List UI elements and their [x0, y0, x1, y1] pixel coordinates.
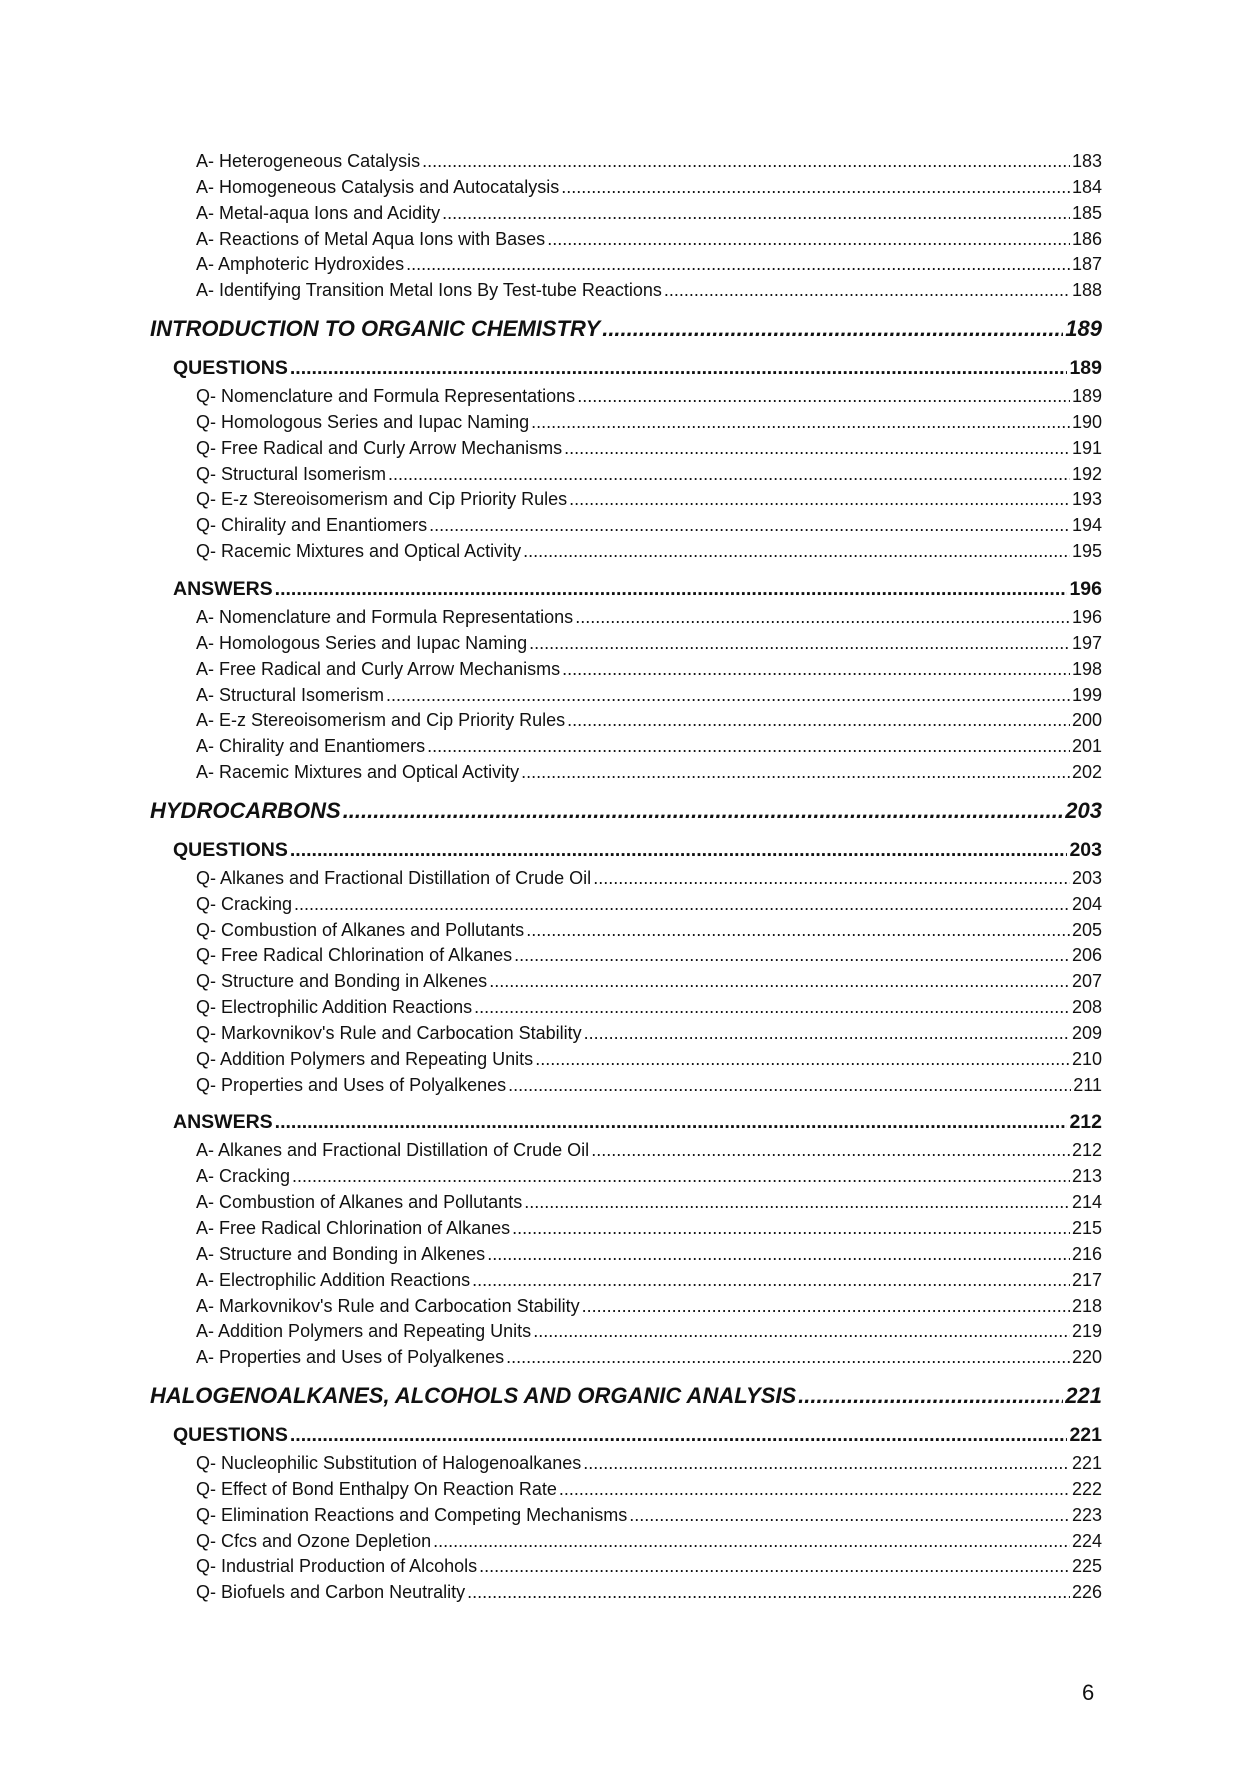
toc-entry-title: A- Addition Polymers and Repeating Units — [196, 1321, 532, 1342]
toc-entry-page: 203 — [1069, 838, 1102, 861]
toc-entry-title: A- Reactions of Metal Aqua Ions with Bases — [196, 228, 546, 249]
dot-leader — [547, 229, 1070, 250]
dot-leader — [798, 1383, 1063, 1409]
toc-entry-title: A- Nomenclature and Formula Representations — [196, 606, 574, 627]
toc-entry-page: 222 — [1071, 1478, 1102, 1499]
toc-item[interactable] — [150, 659, 1102, 685]
toc-entry-title: A- Combustion of Alkanes and Pollutants — [196, 1192, 523, 1213]
toc-entry-title: Q- Racemic Mixtures and Optical Activity — [196, 541, 522, 562]
toc-chapter[interactable] — [150, 316, 1102, 346]
toc-chapter[interactable] — [150, 1383, 1102, 1413]
dot-leader — [583, 1453, 1070, 1474]
dot-leader — [429, 515, 1070, 536]
toc-entry-page: 212 — [1069, 1111, 1102, 1134]
toc-item[interactable] — [150, 1244, 1102, 1270]
toc-entry-title: A- Amphoteric Hydroxides — [196, 254, 405, 275]
toc-entry-page: 214 — [1071, 1192, 1102, 1213]
toc-item[interactable] — [150, 1218, 1102, 1244]
toc-entry-page: 206 — [1071, 945, 1102, 966]
toc-entry-title: Q- Industrial Production of Alcohols — [196, 1556, 478, 1577]
toc-entry-page: 197 — [1071, 632, 1102, 653]
dot-leader — [562, 659, 1070, 680]
dot-leader — [386, 685, 1070, 706]
toc-entry-page: 204 — [1071, 893, 1102, 914]
dot-leader — [487, 1244, 1070, 1265]
toc-item[interactable] — [150, 1321, 1102, 1347]
toc-entry-title: Q- Nucleophilic Substitution of Halogenoalkanes — [196, 1453, 582, 1474]
toc-entry-page: 215 — [1071, 1218, 1102, 1238]
toc-entry-title: A- Free Radical Chlorination of Alkanes — [196, 1218, 511, 1238]
toc-entry-title: A- Racemic Mixtures and Optical Activity — [196, 762, 520, 783]
toc-item[interactable] — [150, 489, 1102, 515]
toc-item[interactable] — [150, 1049, 1102, 1075]
toc-entry-page: 186 — [1071, 228, 1102, 249]
dot-leader — [664, 280, 1070, 301]
toc-entry-page: 219 — [1071, 1321, 1102, 1342]
toc-entry-page: 195 — [1071, 541, 1102, 562]
dot-leader — [629, 1505, 1070, 1526]
toc-entry-page: 185 — [1071, 202, 1102, 223]
toc-entry-title: A- Electrophilic Addition Reactions — [196, 1269, 471, 1290]
toc-section[interactable] — [150, 1424, 1102, 1453]
toc-entry-page: 224 — [1071, 1530, 1102, 1551]
toc-item[interactable] — [150, 607, 1102, 633]
toc-item[interactable] — [150, 412, 1102, 438]
toc-entry-title: QUESTIONS — [173, 357, 288, 380]
toc-entry-page: 198 — [1071, 658, 1102, 679]
dot-leader — [467, 1582, 1070, 1603]
dot-leader — [343, 798, 1064, 824]
dot-leader — [561, 177, 1070, 198]
dot-leader — [531, 412, 1070, 433]
toc-item[interactable] — [150, 633, 1102, 659]
toc-entry-page: 223 — [1071, 1504, 1102, 1525]
toc-entry-title: Q- Structure and Bonding in Alkenes — [196, 971, 488, 992]
toc-entry-page: 184 — [1071, 176, 1102, 197]
toc-entry-title: A- Metal-aqua Ions and Acidity — [196, 202, 441, 223]
toc-entry-page: 221 — [1069, 1424, 1102, 1447]
toc-item[interactable] — [150, 386, 1102, 412]
toc-entry-title: Q- Elimination Reactions and Competing Mechanisms — [196, 1504, 628, 1525]
dot-leader — [479, 1556, 1070, 1577]
toc-section[interactable] — [150, 578, 1102, 607]
toc-entry-title: INTRODUCTION TO ORGANIC CHEMISTRY — [150, 316, 601, 342]
toc-entry-title: Q- Effect of Bond Enthalpy On Reaction Rate — [196, 1478, 557, 1499]
toc-entry-title: A- Homologous Series and Iupac Naming — [196, 632, 528, 653]
toc-item[interactable] — [150, 229, 1102, 255]
toc-entry-page: 190 — [1071, 411, 1102, 432]
toc-entry-title: QUESTIONS — [173, 1424, 288, 1447]
toc-item[interactable] — [150, 1453, 1102, 1479]
dot-leader — [442, 203, 1070, 224]
toc-entry-title: Q- Alkanes and Fractional Distillation of Crude Oil — [196, 867, 592, 888]
dot-leader — [582, 1296, 1070, 1317]
dot-leader — [508, 1075, 1071, 1096]
toc-entry-page: 218 — [1071, 1295, 1102, 1316]
dot-leader — [489, 971, 1070, 992]
toc-section[interactable] — [150, 839, 1102, 868]
dot-leader — [569, 489, 1070, 510]
toc-entry-page: 221 — [1065, 1383, 1102, 1409]
toc-entry-title: Q- Properties and Uses of Polyalkenes — [196, 1074, 507, 1095]
toc-entry-title: ANSWERS — [173, 577, 273, 600]
toc-item[interactable] — [150, 1556, 1102, 1582]
toc-section[interactable] — [150, 357, 1102, 386]
toc-item[interactable] — [150, 1296, 1102, 1322]
dot-leader — [506, 1347, 1070, 1368]
toc-item[interactable] — [150, 894, 1102, 920]
toc-entry-page: 203 — [1065, 797, 1102, 823]
dot-leader — [292, 1166, 1070, 1187]
toc-entry-page: 199 — [1071, 684, 1102, 705]
toc-item[interactable] — [150, 1582, 1102, 1608]
dot-leader — [512, 1218, 1070, 1239]
toc-item[interactable] — [150, 685, 1102, 711]
toc-entry-page: 189 — [1071, 386, 1102, 407]
dot-leader — [290, 839, 1068, 862]
dot-leader — [591, 1140, 1070, 1161]
toc-entry-page: 196 — [1071, 606, 1102, 627]
toc-entry-title: QUESTIONS — [173, 838, 288, 861]
toc-entry-page: 226 — [1071, 1582, 1102, 1603]
toc-entry-page: 200 — [1071, 710, 1102, 731]
dot-leader — [275, 578, 1068, 601]
dot-leader — [474, 997, 1070, 1018]
toc-item[interactable] — [150, 1270, 1102, 1296]
toc-entry-title: A- Heterogeneous Catalysis — [196, 151, 421, 171]
toc-entry-title: Q- Addition Polymers and Repeating Units — [196, 1048, 534, 1069]
toc-entry-page: 212 — [1071, 1140, 1102, 1161]
toc-entry-page: 189 — [1065, 316, 1102, 342]
toc-entry-page: 194 — [1071, 515, 1102, 536]
dot-leader — [529, 633, 1070, 654]
table-of-contents — [150, 151, 1102, 1608]
dot-leader — [523, 541, 1070, 562]
toc-entry-title: Q- Nomenclature and Formula Representations — [196, 386, 576, 407]
dot-leader — [593, 868, 1070, 889]
toc-entry-title: Q- Free Radical and Curly Arrow Mechanisms — [196, 437, 563, 458]
toc-entry-title: A- Markovnikov's Rule and Carbocation Stability — [196, 1295, 580, 1316]
dot-leader — [294, 894, 1070, 915]
toc-entry-page: 193 — [1071, 489, 1102, 510]
toc-item[interactable] — [150, 736, 1102, 762]
toc-item[interactable] — [150, 464, 1102, 490]
toc-entry-page: 188 — [1071, 280, 1102, 301]
toc-entry-title: A- Homogeneous Catalysis and Autocatalysis — [196, 176, 560, 197]
dot-leader — [533, 1321, 1070, 1342]
toc-entry-title: A- E-z Stereoisomerism and Cip Priority Rules — [196, 710, 566, 731]
toc-item[interactable] — [150, 177, 1102, 203]
toc-item[interactable] — [150, 1023, 1102, 1049]
toc-entry-page: 191 — [1071, 437, 1102, 458]
toc-entry-page: 192 — [1071, 463, 1102, 484]
toc-item[interactable] — [150, 710, 1102, 736]
dot-leader — [388, 464, 1070, 485]
toc-entry-page: 183 — [1071, 151, 1102, 171]
toc-item[interactable] — [150, 971, 1102, 997]
toc-item[interactable] — [150, 1166, 1102, 1192]
dot-leader — [422, 151, 1070, 172]
dot-leader — [290, 1424, 1068, 1447]
toc-item[interactable] — [150, 920, 1102, 946]
toc-entry-page: 202 — [1071, 762, 1102, 783]
toc-entry-page: 225 — [1071, 1556, 1102, 1577]
toc-section[interactable] — [150, 1111, 1102, 1140]
toc-entry-title: A- Free Radical and Curly Arrow Mechanisms — [196, 658, 561, 679]
dot-leader — [535, 1049, 1070, 1070]
toc-entry-title: HYDROCARBONS — [150, 797, 341, 823]
dot-leader — [524, 1192, 1070, 1213]
toc-entry-page: 207 — [1071, 971, 1102, 992]
toc-entry-page: 208 — [1071, 997, 1102, 1018]
dot-leader — [602, 316, 1063, 342]
dot-leader — [290, 357, 1068, 380]
toc-entry-title: A- Properties and Uses of Polyalkenes — [196, 1347, 505, 1368]
toc-entry-title: A- Alkanes and Fractional Distillation of Crude Oil — [196, 1140, 590, 1161]
toc-item[interactable] — [150, 151, 1102, 177]
toc-item[interactable] — [150, 1140, 1102, 1166]
toc-entry-page: 217 — [1071, 1269, 1102, 1290]
toc-item[interactable] — [150, 1075, 1102, 1101]
dot-leader — [526, 920, 1070, 941]
dot-leader — [577, 386, 1070, 407]
toc-item[interactable] — [150, 868, 1102, 894]
toc-item[interactable] — [150, 1505, 1102, 1531]
toc-item[interactable] — [150, 203, 1102, 229]
toc-entry-page: 210 — [1071, 1048, 1102, 1069]
toc-item[interactable] — [150, 541, 1102, 567]
toc-entry-page: 211 — [1073, 1074, 1102, 1095]
toc-entry-title: Q- Structural Isomerism — [196, 463, 387, 484]
toc-item[interactable] — [150, 1531, 1102, 1557]
toc-entry-title: Q- E-z Stereoisomerism and Cip Priority Rules — [196, 489, 568, 510]
dot-leader — [433, 1531, 1070, 1552]
toc-item[interactable] — [150, 254, 1102, 280]
toc-item[interactable] — [150, 1347, 1102, 1373]
toc-item[interactable] — [150, 1479, 1102, 1505]
dot-leader — [575, 607, 1070, 628]
toc-item[interactable] — [150, 997, 1102, 1023]
toc-entry-page: 201 — [1071, 736, 1102, 757]
dot-leader — [427, 736, 1070, 757]
toc-entry-title: HALOGENOALKANES, ALCOHOLS AND ORGANIC ANALYSIS — [150, 1383, 797, 1409]
toc-entry-page: 216 — [1071, 1243, 1102, 1264]
toc-entry-title: Q- Cfcs and Ozone Depletion — [196, 1530, 432, 1551]
toc-entry-title: A- Structural Isomerism — [196, 684, 385, 705]
toc-item[interactable] — [150, 945, 1102, 971]
dot-leader — [514, 945, 1070, 966]
toc-entry-title: Q- Cracking — [196, 893, 293, 914]
toc-entry-page: 187 — [1071, 254, 1102, 275]
page-number: 6 — [1082, 1680, 1095, 1705]
toc-entry-title: Q- Chirality and Enantiomers — [196, 515, 428, 536]
toc-entry-page: 221 — [1071, 1453, 1102, 1474]
toc-item[interactable] — [150, 1192, 1102, 1218]
toc-entry-title: A- Cracking — [196, 1166, 291, 1187]
toc-entry-title: A- Chirality and Enantiomers — [196, 736, 426, 757]
toc-entry-title: A- Structure and Bonding in Alkenes — [196, 1243, 486, 1264]
toc-entry-page: 209 — [1071, 1022, 1102, 1043]
toc-entry-page: 205 — [1071, 919, 1102, 940]
toc-item[interactable] — [150, 515, 1102, 541]
dot-leader — [567, 710, 1070, 731]
toc-item[interactable] — [150, 438, 1102, 464]
toc-chapter[interactable] — [150, 798, 1102, 828]
toc-entry-title: Q- Homologous Series and Iupac Naming — [196, 411, 530, 432]
dot-leader — [406, 254, 1070, 275]
toc-entry-title: Q- Combustion of Alkanes and Pollutants — [196, 919, 525, 940]
toc-entry-title: Q- Biofuels and Carbon Neutrality — [196, 1582, 466, 1603]
toc-entry-title: Q- Markovnikov's Rule and Carbocation Stability — [196, 1022, 582, 1043]
dot-leader — [472, 1270, 1070, 1291]
toc-entry-page: 189 — [1069, 357, 1102, 380]
toc-entry-title: A- Identifying Transition Metal Ions By Test-tube Reactions — [196, 280, 662, 301]
toc-entry-page: 196 — [1069, 577, 1102, 600]
toc-item[interactable] — [150, 280, 1102, 306]
dot-leader — [564, 438, 1070, 459]
toc-entry-page: 220 — [1071, 1347, 1102, 1368]
dot-leader — [521, 762, 1070, 783]
toc-entry-title: Q- Electrophilic Addition Reactions — [196, 997, 473, 1018]
dot-leader — [559, 1479, 1070, 1500]
toc-entry-page: 213 — [1071, 1166, 1102, 1187]
toc-entry-title: ANSWERS — [173, 1111, 273, 1134]
toc-entry-page: 203 — [1071, 867, 1102, 888]
dot-leader — [584, 1023, 1070, 1044]
toc-item[interactable] — [150, 762, 1102, 788]
toc-entry-title: Q- Free Radical Chlorination of Alkanes — [196, 945, 513, 966]
dot-leader — [275, 1111, 1068, 1134]
